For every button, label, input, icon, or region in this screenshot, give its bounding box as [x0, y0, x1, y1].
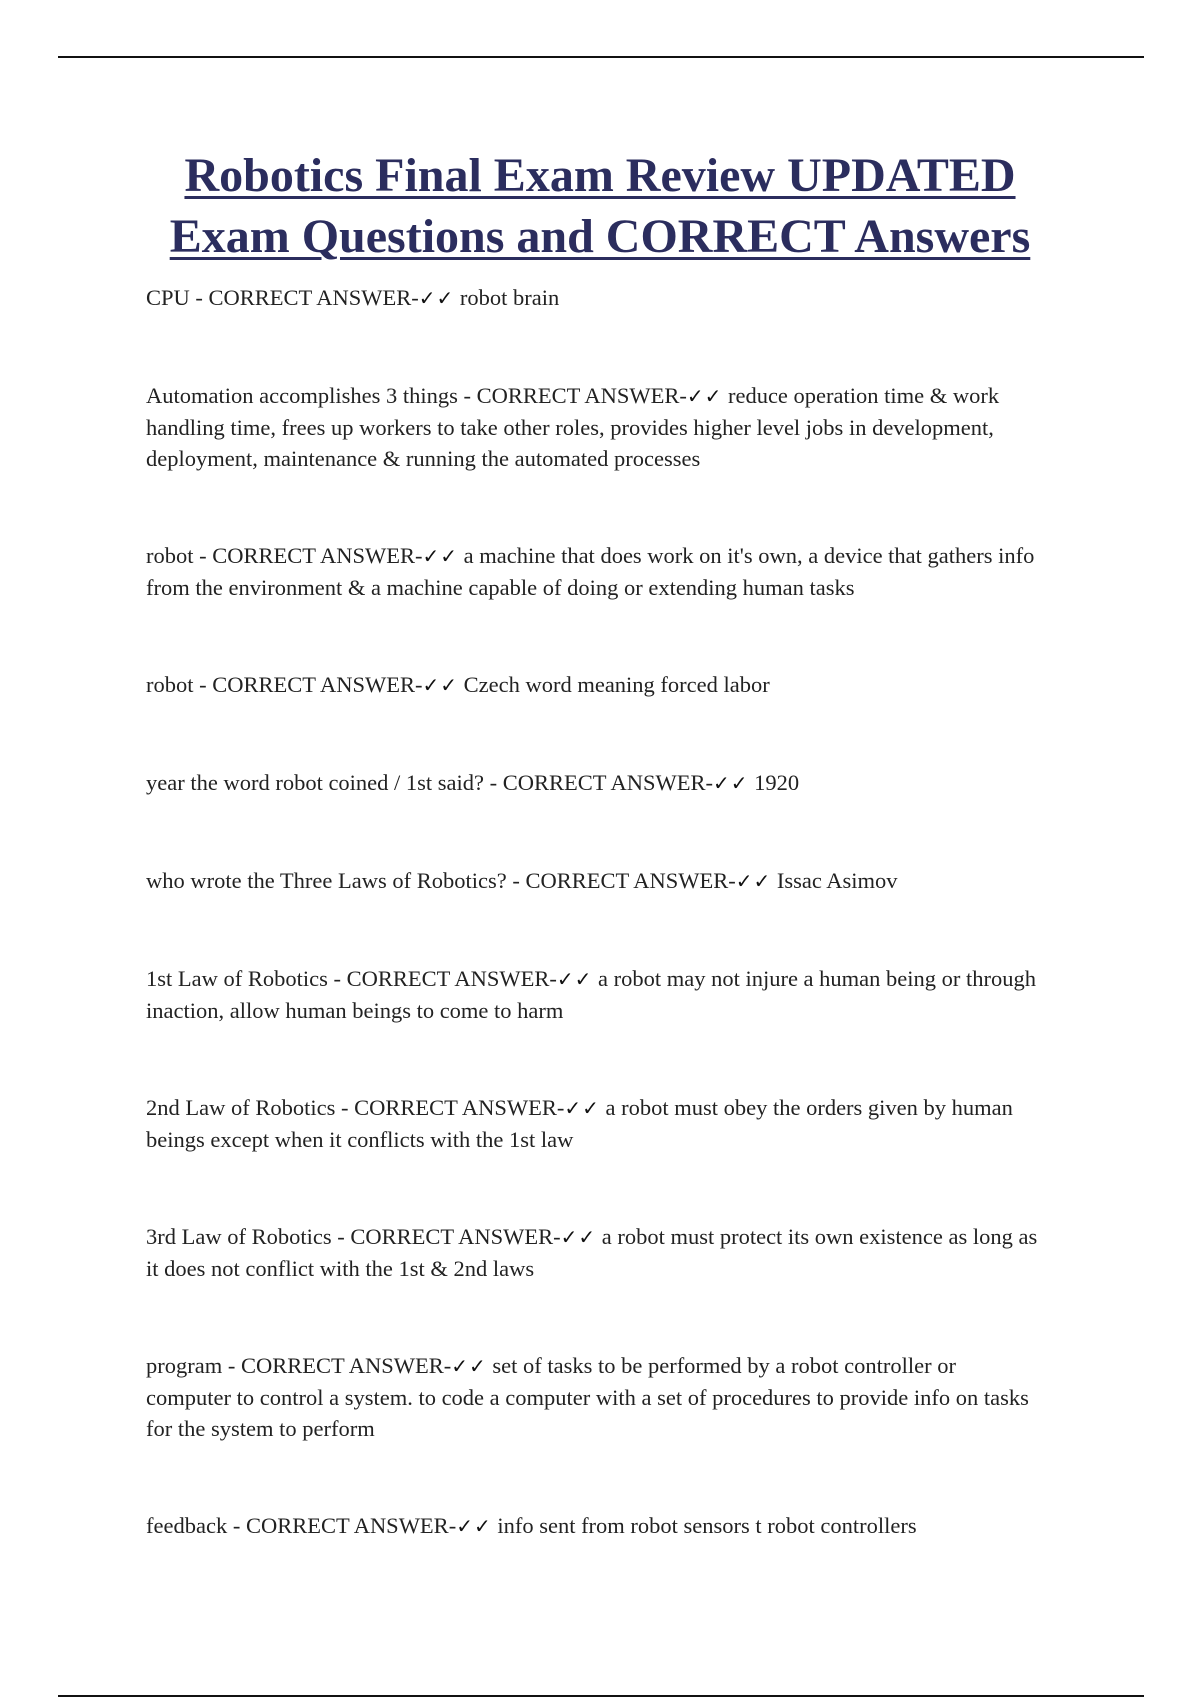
double-check-icon: ✓✓	[686, 384, 723, 408]
qa-item	[146, 380, 1046, 474]
qa-label: - CORRECT ANSWER-	[193, 672, 423, 697]
double-check-icon: ✓✓	[564, 1096, 600, 1120]
document-title	[0, 145, 1200, 267]
double-check-icon: ✓✓	[735, 869, 772, 893]
qa-answer: a robot may not injure a human being or through inaction, allow human beings to come to harm	[146, 966, 1037, 1023]
qa-question: CPU	[146, 285, 190, 310]
qa-list	[146, 282, 1046, 1608]
double-check-icon: ✓✓	[422, 673, 458, 697]
title-line-1: Robotics Final Exam Review UPDATED	[184, 149, 1016, 202]
qa-answer: Issac Asimov	[771, 868, 898, 893]
qa-answer: info sent from robot sensors t robot controllers	[491, 1513, 917, 1538]
qa-question: Automation accomplishes 3 things	[146, 383, 458, 408]
double-check-icon: ✓✓	[418, 286, 455, 310]
qa-label: - CORRECT ANSWER-	[457, 383, 687, 408]
qa-item	[146, 1221, 1046, 1284]
qa-item	[146, 767, 1046, 799]
qa-item	[146, 963, 1046, 1026]
top-rule	[58, 56, 1144, 58]
qa-answer: robot brain	[454, 285, 560, 310]
qa-label: - CORRECT ANSWER-	[506, 868, 736, 893]
qa-question: robot	[146, 672, 194, 697]
qa-question: 2nd Law of Robotics	[146, 1095, 336, 1120]
bottom-rule	[58, 1695, 1144, 1697]
qa-item	[146, 1510, 1046, 1542]
qa-label: - CORRECT ANSWER-	[335, 1095, 565, 1120]
qa-answer: 1920	[748, 770, 800, 795]
qa-label: - CORRECT ANSWER-	[193, 543, 423, 568]
qa-label: - CORRECT ANSWER-	[189, 285, 419, 310]
qa-item	[146, 282, 1046, 314]
qa-question: 3rd Law of Robotics	[146, 1224, 332, 1249]
qa-item	[146, 1350, 1046, 1444]
qa-label: - CORRECT ANSWER-	[484, 770, 714, 795]
qa-answer: a robot must protect its own existence as long as it does not conflict with the 1st & 2nd laws	[146, 1224, 1038, 1281]
qa-item	[146, 669, 1046, 701]
qa-item	[146, 540, 1046, 603]
qa-item	[146, 1092, 1046, 1155]
qa-answer: reduce operation time & work handling time, frees up workers to take other roles, provides higher level jobs in development, deployment, maintenance & running the automated processes	[146, 383, 1000, 471]
qa-label: - CORRECT ANSWER-	[331, 1224, 561, 1249]
title-line-2: Exam Questions and CORRECT Answers	[169, 210, 1031, 263]
qa-label: - CORRECT ANSWER-	[327, 966, 557, 991]
qa-question: program	[146, 1353, 223, 1378]
qa-answer: set of tasks to be performed by a robot controller or computer to control a system. to code a computer with a set of procedures to provide info on tasks for the system to perform	[146, 1353, 1029, 1441]
qa-question: feedback	[146, 1513, 228, 1538]
qa-label: - CORRECT ANSWER-	[227, 1513, 457, 1538]
double-check-icon: ✓✓	[560, 1225, 597, 1249]
qa-question: year the word robot coined / 1st said?	[146, 770, 485, 795]
qa-answer: a robot must obey the orders given by human beings except when it conflicts with the 1st law	[146, 1095, 1013, 1152]
qa-answer: Czech word meaning forced labor	[458, 672, 770, 697]
double-check-icon: ✓✓	[422, 544, 458, 568]
qa-question: robot	[146, 543, 194, 568]
qa-label: - CORRECT ANSWER-	[222, 1353, 452, 1378]
qa-question: who wrote the Three Laws of Robotics?	[146, 868, 507, 893]
qa-question: 1st Law of Robotics	[146, 966, 328, 991]
double-check-icon: ✓✓	[451, 1354, 487, 1378]
qa-answer: a machine that does work on it's own, a device that gathers info from the environment & a machine capable of doing or extending human tasks	[146, 543, 1035, 600]
double-check-icon: ✓✓	[713, 771, 749, 795]
qa-item	[146, 865, 1046, 897]
double-check-icon: ✓✓	[556, 967, 593, 991]
double-check-icon: ✓✓	[456, 1514, 492, 1538]
